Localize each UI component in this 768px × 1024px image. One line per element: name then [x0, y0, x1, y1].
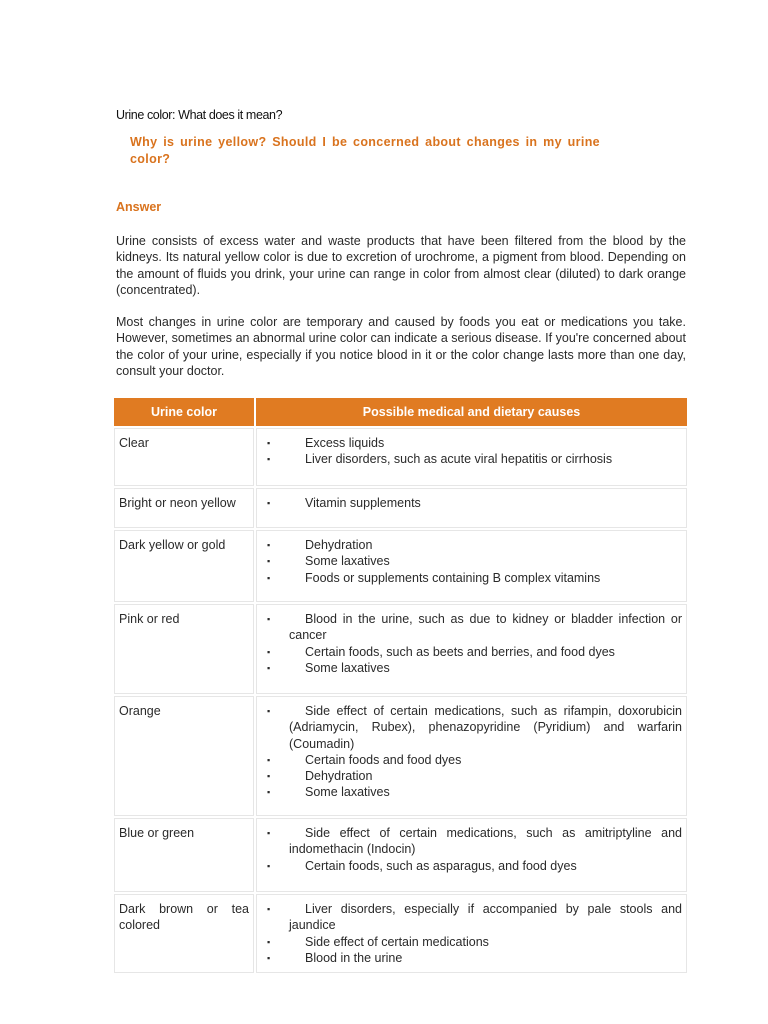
urine-color-cell: Blue or green — [114, 818, 254, 892]
table-row — [114, 894, 687, 973]
page-title: Urine color: What does it mean? — [116, 108, 283, 122]
cause-text: Certain foods, such as beets and berries, and food dyes — [305, 644, 615, 659]
table-header-row — [114, 398, 687, 426]
cause-text: Blood in the urine, such as due to kidney or bladder infection or cancer — [289, 612, 682, 643]
bullet-icon: ▪ — [267, 952, 271, 963]
list-item — [261, 553, 682, 569]
list-item — [261, 660, 682, 676]
cause-text: Foods or supplements containing B complex vitamins — [305, 570, 601, 585]
bullet-icon: ▪ — [267, 904, 271, 914]
causes-cell — [256, 428, 687, 486]
causes-cell — [256, 604, 687, 694]
urine-color-cell: Clear — [114, 428, 254, 486]
table-row — [114, 696, 687, 816]
causes-list — [261, 537, 682, 586]
bullet-icon: ▪ — [267, 771, 271, 782]
cause-text: Some laxatives — [305, 785, 390, 800]
bullet-icon: ▪ — [267, 454, 271, 465]
causes-list — [261, 901, 682, 966]
causes-list — [261, 703, 682, 801]
list-item — [261, 703, 682, 752]
question-text: Why is urine yellow? Should I be concerned about changes in my urine color? — [130, 135, 600, 166]
list-item — [261, 825, 682, 858]
causes-list — [261, 495, 682, 511]
cause-text: Excess liquids — [305, 436, 385, 450]
bullet-icon: ▪ — [267, 646, 271, 657]
bullet-icon: ▪ — [267, 614, 271, 624]
cause-text: Dehydration — [305, 769, 373, 784]
causes-list — [261, 435, 682, 468]
list-item — [261, 934, 682, 950]
causes-cell — [256, 818, 687, 892]
causes-list — [261, 825, 682, 874]
bullet-icon: ▪ — [267, 540, 271, 550]
list-item — [261, 784, 682, 800]
list-item — [261, 752, 682, 768]
list-item — [261, 435, 682, 451]
bullet-icon: ▪ — [267, 787, 271, 798]
table-row — [114, 604, 687, 694]
cause-text: Liver disorders, especially if accompanied by pale stools and jaundice — [289, 902, 682, 933]
causes-cell — [256, 894, 687, 973]
bullet-icon: ▪ — [267, 860, 271, 871]
list-item — [261, 451, 682, 467]
column-header-causes: Possible medical and dietary causes — [256, 398, 687, 426]
cause-text: Blood in the urine — [305, 950, 403, 965]
causes-cell — [256, 696, 687, 816]
bullet-icon: ▪ — [267, 936, 271, 947]
urine-color-cell: Dark yellow or gold — [114, 530, 254, 602]
answer-paragraph: Most changes in urine color are temporary and caused by foods you eat or medications you take. However, sometimes an abnormal urine color can indicate a serious disease. If you're concerned about the color of your urine, especially if you notice blood in it or the color change lasts more than one day, consult your doctor. — [116, 315, 686, 378]
answer-heading: Answer — [116, 200, 162, 214]
bullet-icon: ▪ — [267, 662, 271, 673]
list-item — [261, 768, 682, 784]
bullet-icon: ▪ — [267, 498, 271, 508]
cause-text: Dehydration — [305, 538, 373, 552]
cause-text: Vitamin supplements — [305, 496, 421, 510]
bullet-icon: ▪ — [267, 556, 271, 567]
cause-text: Some laxatives — [305, 660, 390, 675]
table-row — [114, 818, 687, 892]
urine-color-cell: Orange — [114, 696, 254, 816]
list-item — [261, 495, 682, 511]
list-item — [261, 537, 682, 553]
cause-text: Side effect of certain medications, such as amitriptyline and indomethacin (Indocin) — [289, 826, 682, 857]
urine-color-cell: Dark brown or tea colored — [114, 894, 254, 973]
cause-text: Side effect of certain medications, such as rifampin, doxorubicin (Adriamycin, Rubex), phenazopyridine (Pyridium) and warfarin (Coumadin) — [289, 704, 682, 751]
table-row — [114, 530, 687, 602]
urine-color-table — [112, 396, 689, 975]
bullet-icon: ▪ — [267, 706, 271, 716]
cause-text: Certain foods and food dyes — [305, 752, 462, 767]
causes-list — [261, 611, 682, 676]
column-header-urine-color: Urine color — [114, 398, 254, 426]
list-item — [261, 858, 682, 874]
urine-color-cell: Bright or neon yellow — [114, 488, 254, 528]
answer-paragraph: Urine consists of excess water and waste products that have been filtered from the blood by the kidneys. Its natural yellow color is due to excretion of urochrome, a pigment from blood. Depending on the amount of fluids you drink, your urine can range in color from almost clear (diluted) to dark orange (concentrated). — [116, 234, 686, 297]
causes-cell — [256, 530, 687, 602]
cause-text: Side effect of certain medications — [305, 934, 489, 949]
bullet-icon: ▪ — [267, 572, 271, 583]
bullet-icon: ▪ — [267, 754, 271, 765]
causes-cell — [256, 488, 687, 528]
cause-text: Certain foods, such as asparagus, and food dyes — [305, 858, 577, 873]
bullet-icon: ▪ — [267, 828, 271, 838]
list-item — [261, 570, 682, 586]
bullet-icon: ▪ — [267, 438, 271, 448]
list-item — [261, 644, 682, 660]
cause-text: Liver disorders, such as acute viral hepatitis or cirrhosis — [305, 452, 613, 467]
list-item — [261, 611, 682, 644]
cause-text: Some laxatives — [305, 554, 390, 569]
urine-color-cell: Pink or red — [114, 604, 254, 694]
table-row — [114, 428, 687, 486]
list-item — [261, 950, 682, 966]
list-item — [261, 901, 682, 934]
table-row — [114, 488, 687, 528]
